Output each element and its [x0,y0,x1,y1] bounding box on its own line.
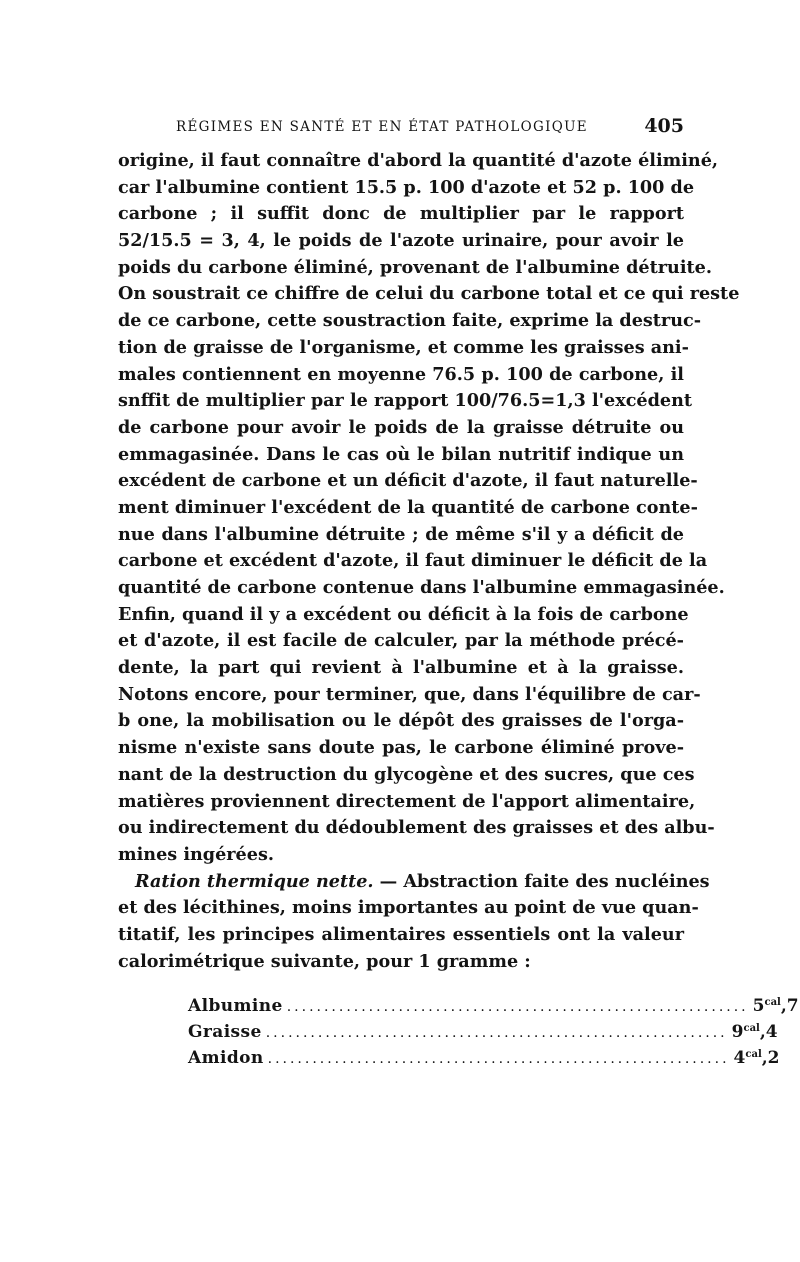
dot-leader: .............................................................. [286,999,749,1015]
text-line: males contiennent en moyenne 76.5 p. 100 de carbone, il [118,363,684,385]
running-header [118,115,684,141]
text-line: dente, la part qui revient à l'albumine et à la graisse. [118,657,684,679]
text-line: ou indirectement du dédoublement des graisses et des albu- [118,817,715,839]
table-row [188,990,799,1016]
calorie-value: $4^{cal},2$ [733,1048,780,1068]
table-row [188,1016,778,1042]
table-row [188,1042,780,1068]
text-line: carbone ; il suffit donc de multiplier par le rapport [118,203,684,225]
text-line: quantité de carbone contenue dans l'albumine emmagasinée. [118,577,725,598]
section-lead-in: Ration thermique nette. [135,870,374,892]
nutrient-name: Albumine [188,996,283,1016]
nutrient-name: Graisse [188,1022,262,1042]
text-line: 52/15.5 = 3, 4, le poids de l'azote urinaire, pour avoir le [118,230,684,252]
text-line: carbone et excédent d'azote, il faut diminuer le déficit de la [118,550,708,572]
calorie-value: $5^{cal},7$ [752,996,799,1016]
dot-leader: .............................................................. [267,1051,730,1067]
calorie-value: $9^{cal},4$ [731,1022,778,1042]
text-line: nisme n'existe sans doute pas, le carbone éliminé prove- [118,737,684,759]
text-line: Notons encore, pour terminer, que, dans l'équilibre de car- [118,683,701,705]
text-line: ment diminuer l'excédent de la quantité de carbone conte- [118,496,698,518]
text-line: snffit de multiplier par le rapport 100/76.5=1,3 l'excédent [118,390,693,412]
calorie-table [188,990,799,1068]
text-line: et des lécithines, moins importantes au point de vue quan- [118,897,699,919]
text-line: nant de la destruction du glycogène et des sucres, que ces [118,763,695,785]
body-text [118,148,740,975]
text-line: matières proviennent directement de l'apport alimentaire, [118,790,696,812]
text-line: excédent de carbone et un déficit d'azote, il faut naturelle- [118,470,698,492]
text-line: Enfin, quand il y a excédent ou déficit à la fois de carbone [118,603,689,625]
text-line: de carbone pour avoir le poids de la graisse détruite ou [118,416,684,438]
section-line [118,869,710,896]
text-line: nue dans l'albumine détruite ; de même s'il y a déficit de [118,523,684,545]
text-line: On soustrait ce chiffre de celui du carbone total et ce qui reste [118,283,740,305]
running-title: RÉGIMES EN SANTÉ ET EN ÉTAT PATHOLOGIQUE [176,119,588,135]
text-line: calorimétrique suivante, pour 1 gramme : [118,950,531,972]
text-line: de ce carbone, cette soustraction faite, exprime la destruc- [118,310,701,332]
text-line: emmagasinée. Dans le cas où le bilan nutritif indique un [118,443,684,465]
text-line: mines ingérées. [118,843,274,865]
page-number: 405 [644,115,684,137]
text-line: tion de graisse de l'organisme, et comme les graisses ani- [118,336,689,358]
section-line-rest: — Abstraction faite des nucléines [373,870,710,892]
text-line: car l'albumine contient 15.5 p. 100 d'azote et 52 p. 100 de [118,176,695,198]
dot-leader: .............................................................. [265,1025,728,1041]
text-line: b one, la mobilisation ou le dépôt des graisses de l'orga- [118,710,684,732]
text-line: titatif, les principes alimentaires essentiels ont la valeur [118,923,684,945]
text-line: et d'azote, il est facile de calculer, par la méthode précé- [118,630,684,652]
text-line: origine, il faut connaître d'abord la quantité d'azote éliminé, [118,150,719,171]
nutrient-name: Amidon [188,1048,264,1068]
text-line: poids du carbone éliminé, provenant de l'albumine détruite. [118,256,712,278]
